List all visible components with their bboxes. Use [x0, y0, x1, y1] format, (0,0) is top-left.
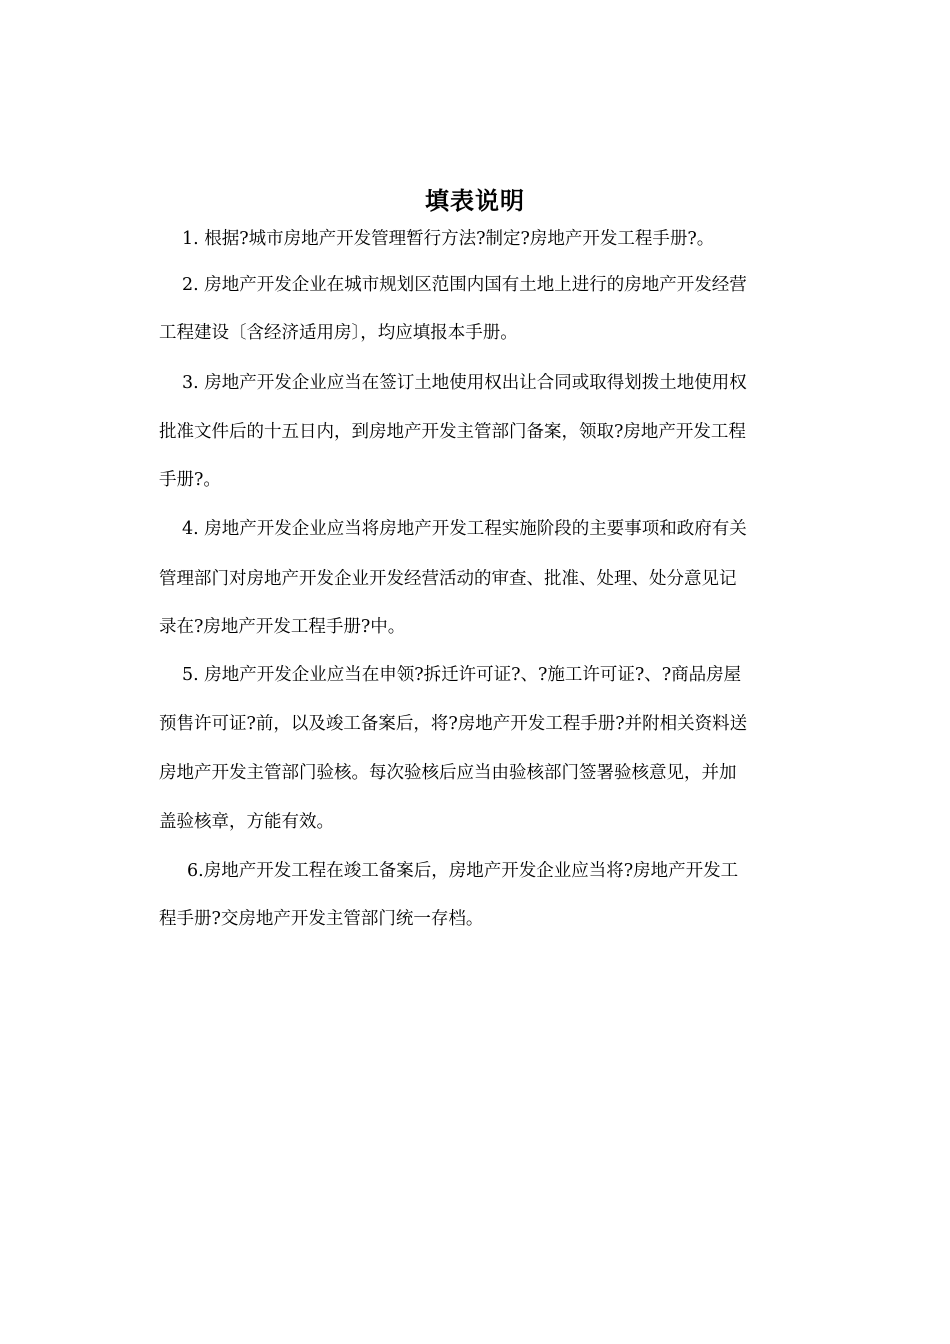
instruction-4-line-2: 管理部门对房地产开发企业开发经营活动的审查、批准、处理、处分意见记: [159, 569, 737, 589]
instruction-4-line-3: 录在?房地产开发工程手册?中。: [159, 617, 406, 637]
instruction-3-line-3: 手册?。: [159, 470, 221, 490]
instruction-1-line-1: 1. 根据?城市房地产开发管理暂行方法?制定?房地产开发工程手册?。: [182, 229, 715, 249]
instruction-5-line-4: 盖验核章，方能有效。: [159, 812, 334, 832]
instruction-5-line-1: 5. 房地产开发企业应当在申领?拆迁许可证?、?施工许可证?、?商品房屋: [182, 665, 742, 685]
instruction-3-line-1: 3. 房地产开发企业应当在签订土地使用权出让合同或取得划拨土地使用权: [182, 373, 747, 393]
instruction-5-line-2: 预售许可证?前，以及竣工备案后，将?房地产开发工程手册?并附相关资料送: [159, 714, 748, 734]
instruction-2-line-2: 工程建设〔含经济适用房〕，均应填报本手册。: [159, 323, 518, 343]
page-title: 填表说明: [425, 187, 525, 215]
instruction-5-line-3: 房地产开发主管部门验核。每次验核后应当由验核部门签署验核意见，并加: [159, 763, 737, 783]
instruction-6-line-2: 程手册?交房地产开发主管部门统一存档。: [159, 909, 484, 929]
instruction-4-line-1: 4. 房地产开发企业应当将房地产开发工程实施阶段的主要事项和政府有关: [182, 519, 747, 539]
instruction-2-line-1: 2. 房地产开发企业在城市规划区范围内国有土地上进行的房地产开发经营: [182, 275, 747, 295]
instruction-3-line-2: 批准文件后的十五日内，到房地产开发主管部门备案，领取?房地产开发工程: [159, 422, 746, 442]
instruction-6-line-1: 6.房地产开发工程在竣工备案后，房地产开发企业应当将?房地产开发工: [187, 861, 739, 881]
